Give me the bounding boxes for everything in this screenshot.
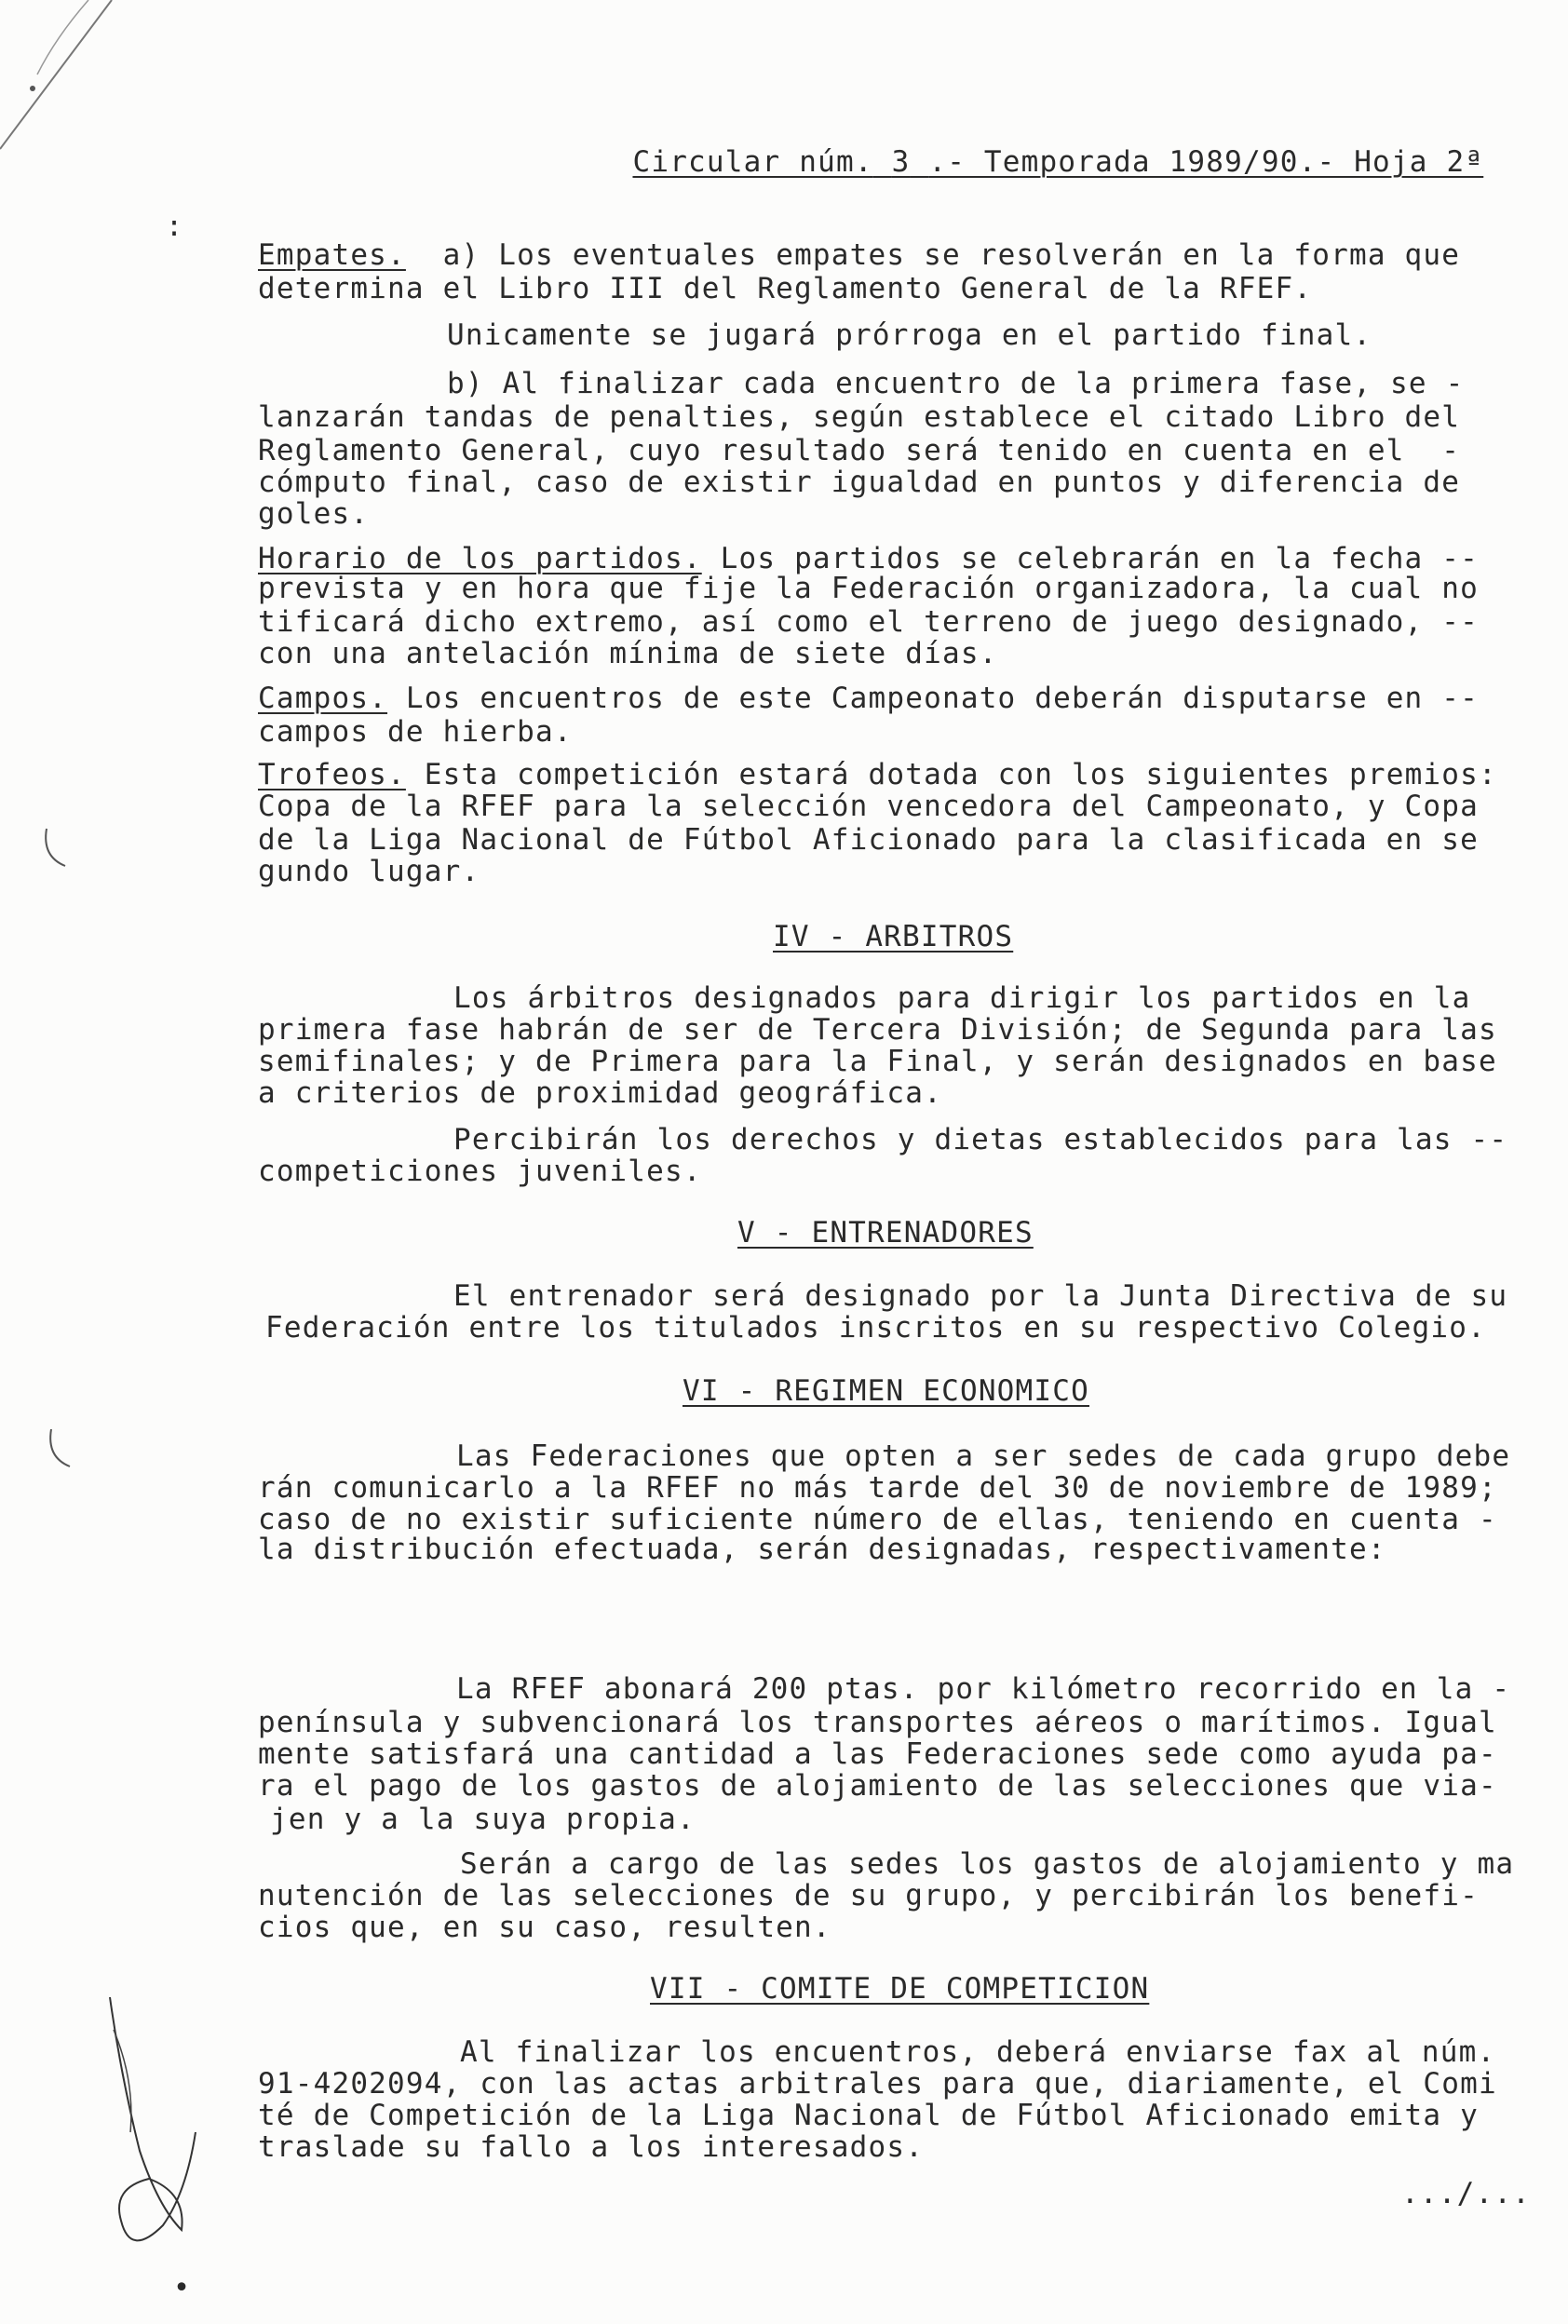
regimen-line-8: ra el pago de los gastos de alojamiento de las selecciones que via- xyxy=(258,1769,1497,1803)
arbitros-line-5: Percibirán los derechos y dietas establecidos para las -- xyxy=(453,1123,1508,1156)
regimen-line-7: mente satisfará una cantidad a las Federaciones sede como ayuda pa- xyxy=(258,1737,1497,1771)
regimen-line-1: Las Federaciones que opten a ser sedes de cada grupo debe xyxy=(456,1439,1511,1473)
trofeos-title: Trofeos. xyxy=(258,758,406,791)
comite-line-1: Al finalizar los encuentros, deberá enviarse fax al núm. xyxy=(460,2035,1496,2069)
campos-line-2: campos de hierba. xyxy=(258,715,573,749)
empates-line-7: cómputo final, caso de existir igualdad en puntos y diferencia de xyxy=(258,466,1461,499)
comite-line-3: té de Competición de la Liga Nacional de Fútbol Aficionado emita y xyxy=(258,2099,1479,2132)
empates-line-6: Reglamento General, cuyo resultado será tenido en cuenta en el - xyxy=(258,434,1461,467)
horario-title: Horario de los partidos. xyxy=(258,542,702,575)
comite-line-2: 91-4202094, con las actas arbitrales para que, diariamente, el Comi xyxy=(258,2067,1497,2101)
arbitros-line-6: competiciones juveniles. xyxy=(258,1155,702,1188)
trofeos-line-1: Trofeos. Esta competición estará dotada con los siguientes premios: xyxy=(258,758,1497,791)
section-heading-regimen: VI - REGIMEN ECONOMICO xyxy=(683,1374,1089,1408)
regimen-line-10: Serán a cargo de las sedes los gastos de alojamiento y ma xyxy=(460,1847,1515,1881)
regimen-line-11: nutención de las selecciones de su grupo, y percibirán los benefi- xyxy=(258,1879,1479,1912)
season-sheet-text: .- Temporada 1989/90.- Hoja 2ª xyxy=(928,145,1484,179)
horario-line-1: Horario de los partidos. Los partidos se celebrarán en la fecha -- xyxy=(258,542,1480,575)
horario-line-3: tificará dicho extremo, así como el terreno de juego designado, -- xyxy=(258,605,1479,639)
empates-line-8: goles. xyxy=(258,497,370,531)
horario-line-4: con una antelación mínima de siete días. xyxy=(258,637,998,670)
campos-title: Campos. xyxy=(258,682,388,715)
entrenadores-line-2: Federación entre los titulados inscritos en su respectivo Colegio. xyxy=(265,1311,1486,1344)
arbitros-line-1: Los árbitros designados para dirigir los partidos en la xyxy=(453,981,1471,1015)
trofeos-line-2: Copa de la RFEF para la selección vencedora del Campeonato, y Copa xyxy=(258,790,1479,823)
bottom-dot-mark: • xyxy=(173,2272,191,2304)
arbitros-line-4: a criterios de proximidad geográfica. xyxy=(258,1076,942,1110)
trofeos-line-3: de la Liga Nacional de Fútbol Aficionado para la clasificada en se xyxy=(258,823,1479,857)
comite-line-4: traslade su fallo a los interesados. xyxy=(258,2130,925,2164)
empates-line-2: determina el Libro III del Reglamento General de la RFEF. xyxy=(258,272,1313,305)
page-header xyxy=(559,112,1483,212)
regimen-line-4: la distribución efectuada, serán designadas, respectivamente: xyxy=(258,1533,1386,1566)
circular-number: 3 xyxy=(891,145,911,179)
empates-line-5: lanzarán tandas de penalties, según establece el citado Libro del xyxy=(258,400,1461,434)
empates-line-3: Unicamente se jugará prórroga en el partido final. xyxy=(447,318,1372,352)
section-heading-arbitros: IV - ARBITROS xyxy=(773,920,1014,953)
hole-punch-mark-top xyxy=(37,824,84,880)
margin-colon-mark: : xyxy=(166,210,183,243)
arbitros-line-3: semifinales; y de Primera para la Final, y serán designados en base xyxy=(258,1045,1497,1078)
entrenadores-line-1: El entrenador será designado por la Junta Directiva de su xyxy=(453,1279,1508,1313)
trofeos-line-4: gundo lugar. xyxy=(258,855,480,888)
empates-title: Empates. xyxy=(258,238,406,272)
regimen-line-3: caso de no existir suficiente número de ellas, teniendo en cuenta - xyxy=(258,1503,1497,1536)
hole-punch-mark-bottom xyxy=(42,1425,88,1480)
regimen-line-6: península y subvencionará los transportes aéreos o marítimos. Igual xyxy=(258,1706,1497,1739)
corner-fold-mark xyxy=(0,0,121,158)
arbitros-line-2: primera fase habrán de ser de Tercera División; de Segunda para las xyxy=(258,1013,1497,1047)
regimen-line-2: rán comunicarlo a la RFEF no más tarde del 30 de noviembre de 1989; xyxy=(258,1471,1497,1505)
empates-line-4: b) Al finalizar cada encuentro de la primera fase, se - xyxy=(447,367,1465,400)
campos-line-1: Campos. Los encuentros de este Campeonato deberán disputarse en -- xyxy=(258,682,1480,715)
circular-label: Circular núm. xyxy=(632,145,873,179)
section-heading-entrenadores: V - ENTRENADORES xyxy=(737,1216,1034,1250)
empates-line-1: Empates. a) Los eventuales empates se resolverán en la forma que xyxy=(258,238,1461,272)
handwritten-signature xyxy=(93,1993,205,2263)
regimen-line-5: La RFEF abonará 200 ptas. por kilómetro recorrido en la - xyxy=(456,1672,1511,1706)
horario-line-2: prevista y en hora que fije la Federación organizadora, la cual no xyxy=(258,572,1479,605)
continuation-mark: .../... xyxy=(1401,2177,1532,2210)
section-heading-comite: VII - COMITE DE COMPETICION xyxy=(650,1972,1150,2006)
regimen-line-9: jen y a la suya propia. xyxy=(270,1803,696,1836)
regimen-line-12: cios que, en su caso, resulten. xyxy=(258,1911,831,1944)
